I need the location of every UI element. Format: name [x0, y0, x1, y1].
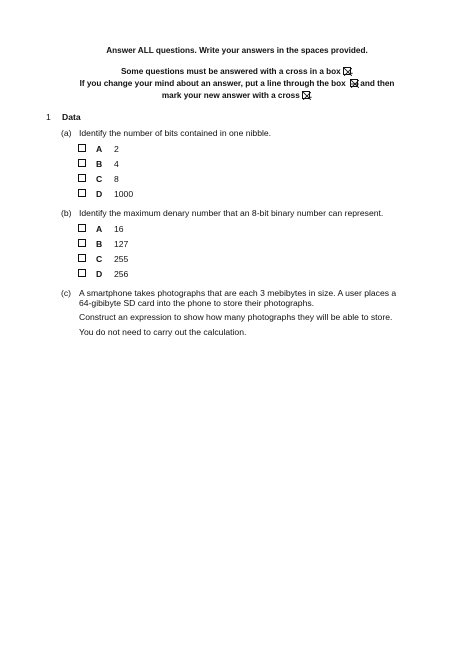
- part-c-label: (c): [61, 288, 72, 298]
- part-c-instruction-2: You do not need to carry out the calculation.: [79, 327, 247, 337]
- instructions-line-2-end: .: [350, 67, 354, 76]
- instructions-line-2-text: Some questions must be answered with a cross in a box: [120, 67, 341, 76]
- answer-checkbox[interactable]: [78, 269, 86, 277]
- crossed-box-icon: [302, 91, 313, 100]
- instructions-block: [60, 47, 414, 103]
- part-b-label: (b): [61, 208, 72, 218]
- part-c-instruction-1: Construct an expression to show how many photographs they will be able to store.: [79, 312, 393, 322]
- part-a-text: Identify the number of bits contained in one nibble.: [79, 128, 272, 138]
- option-letter: B: [96, 239, 103, 249]
- option-letter: D: [96, 189, 103, 199]
- answer-checkbox[interactable]: [78, 174, 86, 182]
- struck-box-icon: [350, 79, 358, 87]
- part-b-text: Identify the maximum denary number that an 8-bit binary number can represent.: [79, 208, 384, 218]
- instructions-line-4-text: mark your new answer with a cross: [161, 91, 300, 100]
- option-value: 16: [114, 224, 124, 234]
- question-title: Data: [62, 112, 81, 122]
- instructions-line-3a: If you change your mind about an answer, put a line through the box: [79, 79, 346, 88]
- instructions-line-4-end: .: [309, 91, 313, 100]
- part-c-text-line-2: 64-gibibyte SD card into the phone to store their photographs.: [79, 298, 315, 308]
- question-number: 1: [46, 112, 51, 122]
- option-value: 8: [114, 174, 119, 184]
- option-letter: C: [96, 174, 103, 184]
- answer-checkbox[interactable]: [78, 224, 86, 232]
- instructions-line-2: [60, 67, 414, 79]
- part-c-text-line-1: A smartphone takes photographs that are each 3 mebibytes in size. A user places a: [79, 288, 397, 298]
- option-letter: D: [96, 269, 103, 279]
- option-value: 256: [114, 269, 129, 279]
- answer-checkbox[interactable]: [78, 144, 86, 152]
- option-value: 255: [114, 254, 129, 264]
- option-value: 1000: [114, 189, 134, 199]
- answer-checkbox[interactable]: [78, 159, 86, 167]
- answer-checkbox[interactable]: [78, 239, 86, 247]
- crossed-box-icon: [343, 67, 354, 76]
- part-a-label: (a): [61, 128, 72, 138]
- answer-checkbox[interactable]: [78, 189, 86, 197]
- answer-checkbox[interactable]: [78, 254, 86, 262]
- instructions-line-3b: and then: [360, 79, 395, 88]
- option-letter: B: [96, 159, 103, 169]
- option-value: 2: [114, 144, 119, 154]
- instructions-line-1: Answer ALL questions. Write your answers in the spaces provided.: [106, 46, 368, 55]
- instructions-line-4: [60, 91, 414, 103]
- option-value: 4: [114, 159, 119, 169]
- option-letter: C: [96, 254, 103, 264]
- option-letter: A: [96, 224, 103, 234]
- option-letter: A: [96, 144, 103, 154]
- instructions-line-3: [60, 79, 414, 91]
- option-value: 127: [114, 239, 129, 249]
